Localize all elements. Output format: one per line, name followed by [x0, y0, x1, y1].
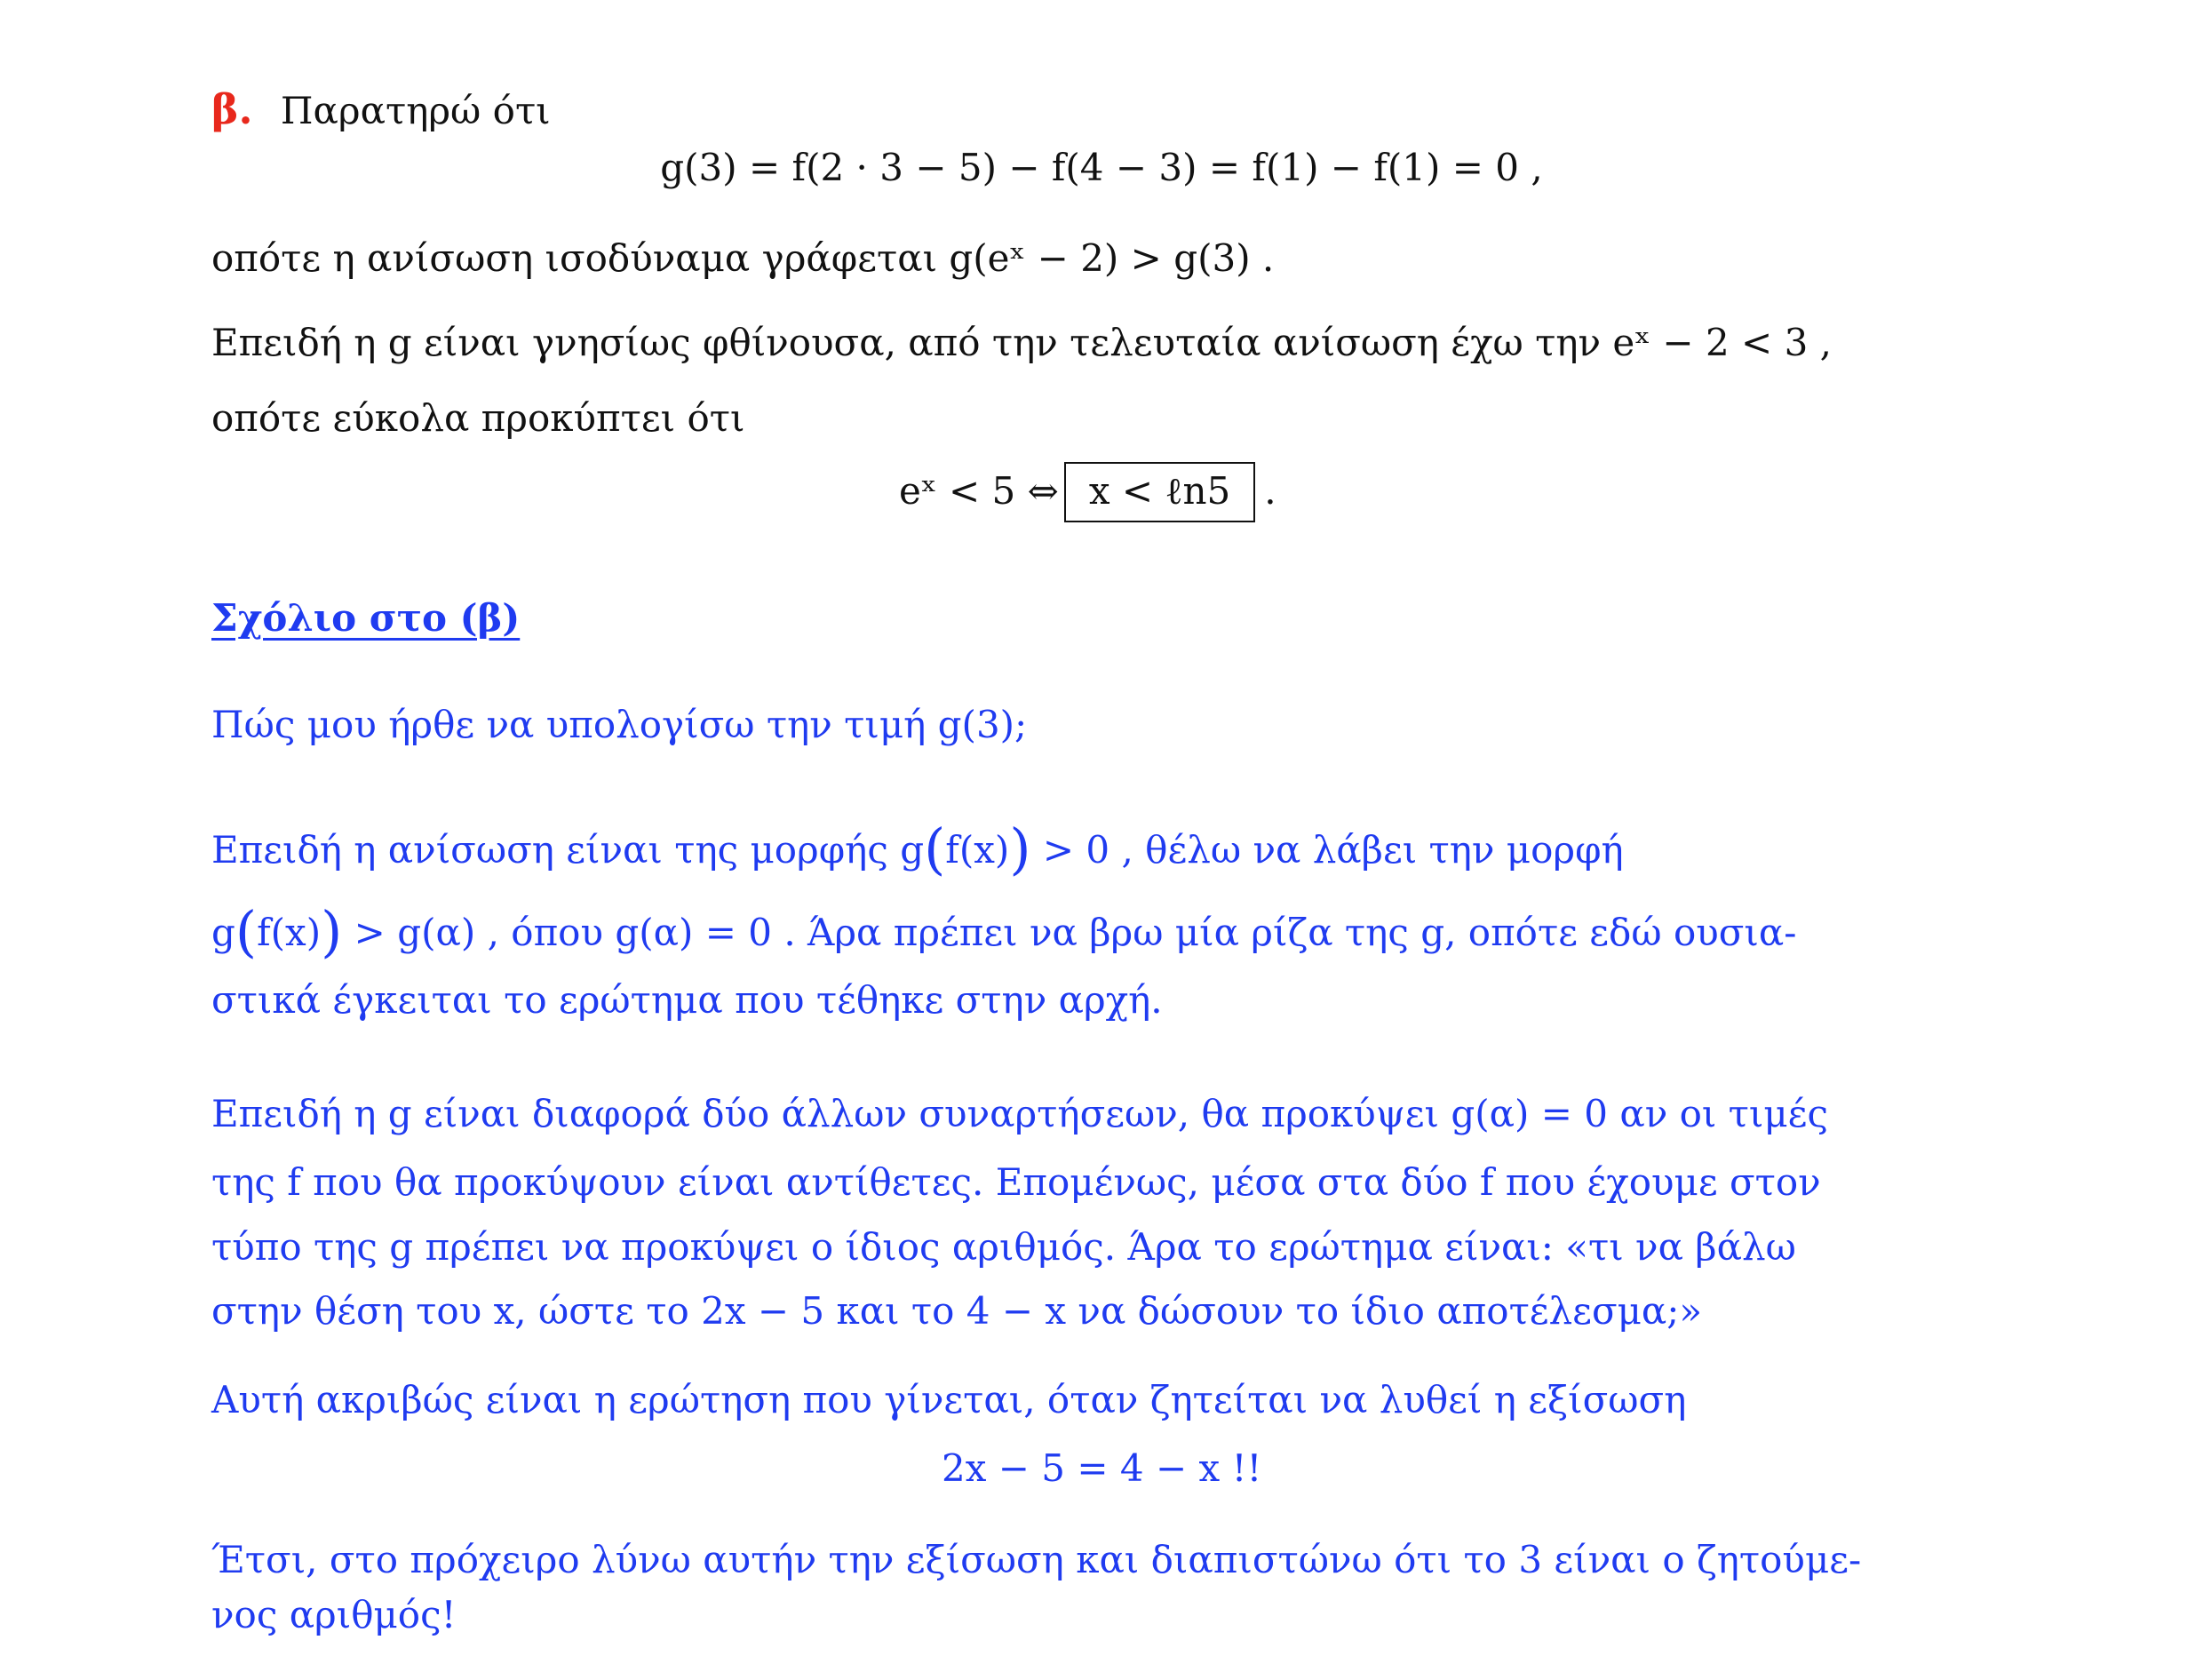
comment-p3-line1: Αυτή ακριβώς είναι η ερώτηση που γίνεται, όταν ζητείται να λυθεί η εξίσωση [211, 1378, 1687, 1421]
equation-result-left: eˣ < 5 ⇔ [899, 469, 1059, 513]
equation-result [899, 462, 1276, 522]
equation-g3: g(3) = f(2 · 3 − 5) − f(4 − 3) = f(1) − f(1) = 0 , [660, 146, 1543, 189]
comment-p3-equation: 2x − 5 = 4 − x !! [942, 1446, 1262, 1490]
p1-l2-close-paren: ) [321, 899, 343, 964]
comment-heading: Σχόλιο στο (β) [211, 596, 521, 640]
text-line-3: Επειδή η g είναι γνησίως φθίνουσα, από την τελευταία ανίσωση έχω την eˣ − 2 < 3 , [211, 321, 1832, 364]
comment-p2-line2: της f που θα προκύψουν είναι αντίθετες. Επομένως, μέσα στα δύο f που έχουμε στον [211, 1160, 1821, 1204]
comment-p2-line4: στην θέση του x, ώστε το 2x − 5 και το 4 − x να δώσουν το ίδιο αποτέλεσμα;» [211, 1289, 1703, 1333]
text-line-2: οπότε η ανίσωση ισοδύναμα γράφεται g(eˣ − 2) > g(3) . [211, 236, 1275, 280]
text-line-4: οπότε εύκολα προκύπτει ότι [211, 396, 745, 440]
comment-question: Πώς μου ήρθε να υπολογίσω την τιμή g(3); [211, 703, 1028, 746]
comment-p4-line1: Έτσι, στο πρόχειρο λύνω αυτήν την εξίσωση και διαπιστώνω ότι το 3 είναι ο ζητούμε- [211, 1538, 1862, 1581]
p1-l2-open-paren: ( [235, 899, 258, 964]
p1-l1-inner: f(x) [945, 828, 1010, 872]
p1-l2-b: > g(α) , όπου g(α) = 0 . Άρα πρέπει να βρω μία ρίζα της g, οπότε εδώ ουσια- [342, 911, 1797, 954]
p1-l2-a: g [211, 911, 235, 954]
p1-l1-close-paren: ) [1009, 816, 1031, 881]
p1-l1-open-paren: ( [924, 816, 946, 881]
p1-l2-inner: f(x) [257, 911, 322, 954]
p1-l1-a: Επειδή η ανίσωση είναι της μορφής g [211, 828, 925, 872]
comment-p1-line3: στικά έγκειται το ερώτημα που τέθηκε στην αρχή. [211, 978, 1163, 1022]
comment-p1-line1 [211, 816, 1624, 881]
comment-p2-line3: τύπο της g πρέπει να προκύψει ο ίδιος αριθμός. Άρα το ερώτημα είναι: «τι να βάλω [211, 1225, 1796, 1269]
equation-result-period: . [1264, 469, 1276, 513]
part-beta-intro: Παρατηρώ ότι [280, 89, 551, 132]
comment-p1-line2 [211, 899, 1797, 964]
comment-p4-line2: νος αριθμός! [211, 1593, 457, 1636]
part-beta-intro-line [211, 85, 551, 133]
part-beta-label: β. [211, 85, 253, 133]
p1-l1-b: > 0 , θέλω να λάβει την μορφή [1030, 828, 1624, 872]
boxed-answer: x < ℓn5 [1064, 462, 1255, 522]
comment-p2-line1: Επειδή η g είναι διαφορά δύο άλλων συναρτήσεων, θα προκύψει g(α) = 0 αν οι τιμές [211, 1092, 1828, 1135]
